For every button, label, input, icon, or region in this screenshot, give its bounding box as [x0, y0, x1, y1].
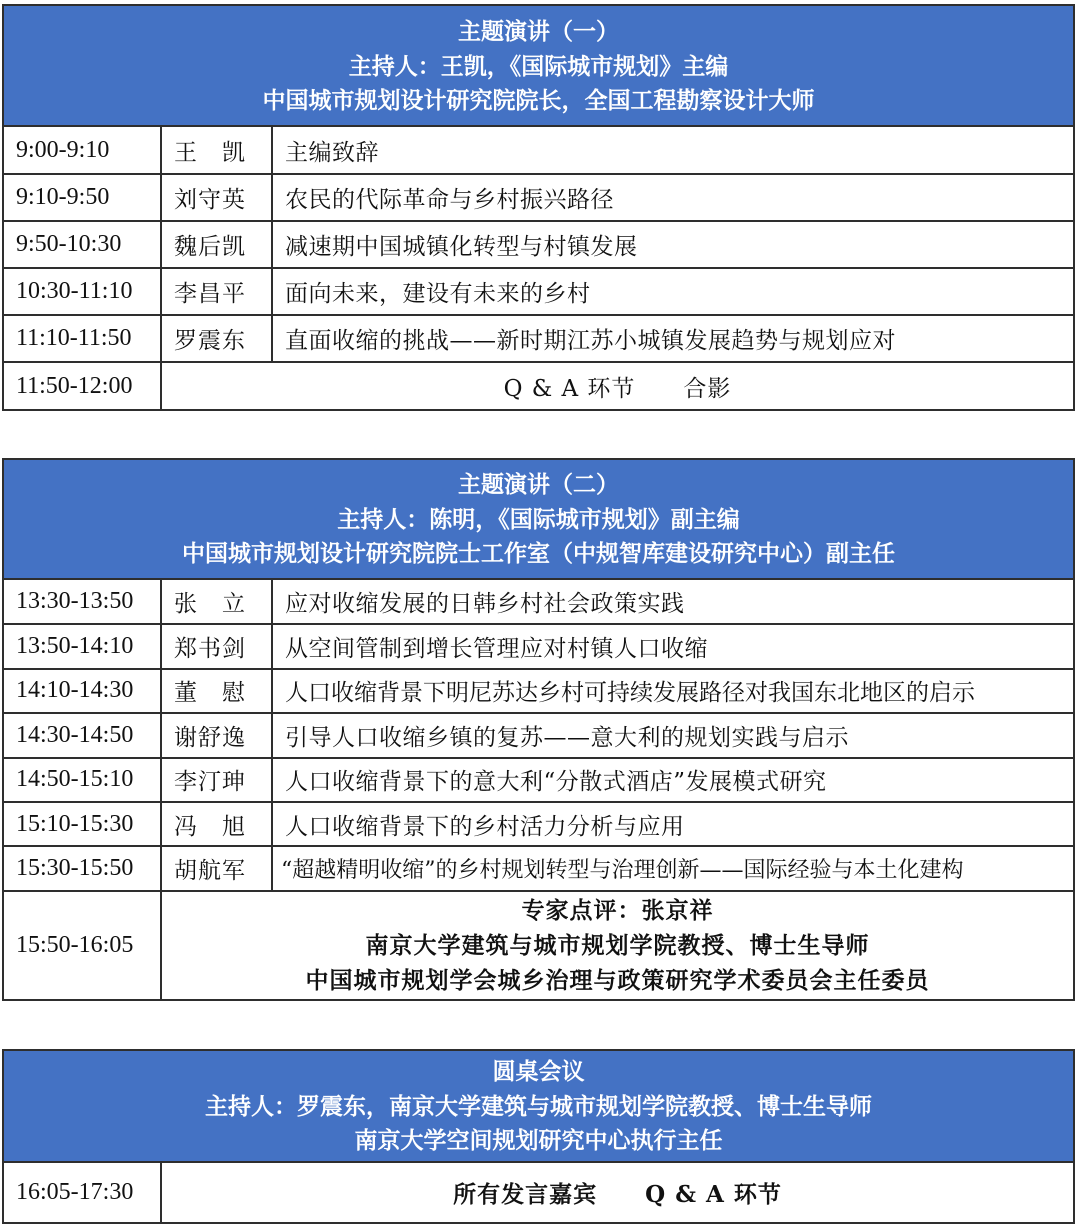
- session-1-host: 主持人：王凯，《国际城市规划》主编: [348, 52, 729, 80]
- time-cell: 9:50-10:30: [4, 221, 161, 268]
- time-cell: 11:50-12:00: [4, 362, 161, 409]
- roundtable-block: [2, 1049, 1075, 1224]
- table-row: [4, 669, 1073, 713]
- topic-cell: 应对收缩发展的日韩乡村社会政策实践: [272, 580, 1073, 624]
- speaker-cell: 胡航军: [161, 846, 272, 890]
- time-cell: 10:30-11:10: [4, 268, 161, 315]
- session-1-host-title: 中国城市规划设计研究院院长，全国工程勘察设计大师: [262, 87, 815, 114]
- table-row: [4, 758, 1073, 802]
- time-cell: 13:30-13:50: [16, 588, 134, 615]
- expert-review-row: [4, 891, 1073, 999]
- time-cell: 15:10-15:30: [4, 802, 161, 846]
- topic-cell: 直面收缩的挑战——新时期江苏小城镇发展趋势与规划应对: [272, 315, 1073, 362]
- speaker-cell: 冯 旭: [161, 802, 272, 846]
- topic-cell: 农民的代际革命与乡村振兴路径: [272, 174, 1073, 221]
- topic-cell: 从空间管制到增长管理应对村镇人口收缩: [272, 624, 1073, 668]
- table-row: [4, 802, 1073, 846]
- speaker-cell: 董 慰: [161, 669, 272, 713]
- topic-cell: 人口收缩背景下的意大利“分散式酒店”发展模式研究: [272, 758, 1073, 802]
- session-2-schedule-table: [4, 580, 1073, 999]
- roundtable-schedule-table: [4, 1163, 1073, 1222]
- session-1-schedule-table: [4, 127, 1073, 409]
- speaker-cell: 罗震东: [161, 315, 272, 362]
- topic-cell: 主编致辞: [272, 127, 1073, 174]
- session-1-block: [2, 4, 1075, 411]
- table-row: [4, 1163, 1073, 1222]
- roundtable-header: [4, 1051, 1073, 1163]
- speaker-cell: 刘守英: [161, 174, 272, 221]
- table-row: [4, 846, 1073, 890]
- roundtable-host-title: 南京大学空间规划研究中心执行主任: [354, 1127, 723, 1154]
- topic-cell: 人口收缩背景下的乡村活力分析与应用: [272, 802, 1073, 846]
- session-1-header: [4, 6, 1073, 127]
- time-cell: 15:50-16:05: [4, 891, 161, 999]
- time-cell: 14:10-14:30: [4, 669, 161, 713]
- table-row: [4, 315, 1073, 362]
- time-cell: 14:50-15:10: [4, 758, 161, 802]
- topic-cell: 减速期中国城镇化转型与村镇发展: [272, 221, 1073, 268]
- time-cell: 13:50-14:10: [4, 624, 161, 668]
- time-cell: 14:30-14:50: [4, 713, 161, 757]
- session-2-title: 主题演讲（二）: [458, 471, 619, 498]
- session-2-host: 主持人：陈明，《国际城市规划》副主编: [337, 505, 740, 533]
- qa-row: [4, 362, 1073, 409]
- speaker-cell: 谢舒逸: [161, 713, 272, 757]
- session-2-host-title: 中国城市规划设计研究院院士工作室（中规智库建设研究中心）副主任: [182, 540, 895, 567]
- speaker-cell: 郑书剑: [161, 624, 272, 668]
- expert-review-position: 中国城市规划学会城乡治理与政策研究学术委员会主任委员: [305, 966, 930, 994]
- speaker-cell: 李昌平: [161, 268, 272, 315]
- table-row: [4, 713, 1073, 757]
- table-row: [4, 174, 1073, 221]
- expert-review-title: 专家点评：张京祥: [521, 896, 714, 924]
- expert-review-cell: [161, 891, 1073, 999]
- time-cell: 16:05-17:30: [16, 1179, 134, 1205]
- topic-cell: 引导人口收缩乡镇的复苏——意大利的规划实践与启示: [272, 713, 1073, 757]
- topic-cell: “超越精明收缩”的乡村规划转型与治理创新——国际经验与本土化建构: [272, 846, 1073, 890]
- table-row: [4, 624, 1073, 668]
- topic-cell: 人口收缩背景下明尼苏达乡村可持续发展路径对我国东北地区的启示: [272, 669, 1073, 713]
- time-cell: 15:30-15:50: [4, 846, 161, 890]
- speaker-cell: 李汀珅: [161, 758, 272, 802]
- speaker-cell: 王 凯: [161, 127, 272, 174]
- session-2-header: [4, 460, 1073, 580]
- roundtable-title: 圆桌会议: [492, 1058, 585, 1085]
- expert-review-affiliation: 南京大学建筑与城市规划学院教授、博士生导师: [365, 931, 870, 959]
- time-cell: 11:10-11:50: [4, 315, 161, 362]
- roundtable-host: 主持人：罗震东，南京大学建筑与城市规划学院教授、博士生导师: [205, 1092, 872, 1120]
- table-row: [4, 268, 1073, 315]
- speaker-cell: 张 立: [161, 580, 272, 624]
- time-cell: 9:10-9:50: [4, 174, 161, 221]
- roundtable-content-cell: 所有发言嘉宾 Q & A 环节: [161, 1163, 1073, 1222]
- session-2-block: [2, 458, 1075, 1001]
- table-row: [4, 221, 1073, 268]
- table-row: [4, 127, 1073, 174]
- topic-cell: 面向未来，建设有未来的乡村: [272, 268, 1073, 315]
- qa-photo-cell: Q & A 环节 合影: [161, 362, 1073, 409]
- session-1-title: 主题演讲（一）: [458, 18, 619, 45]
- table-row: [4, 580, 1073, 624]
- time-cell: 9:00-9:10: [16, 136, 110, 163]
- speaker-cell: 魏后凯: [161, 221, 272, 268]
